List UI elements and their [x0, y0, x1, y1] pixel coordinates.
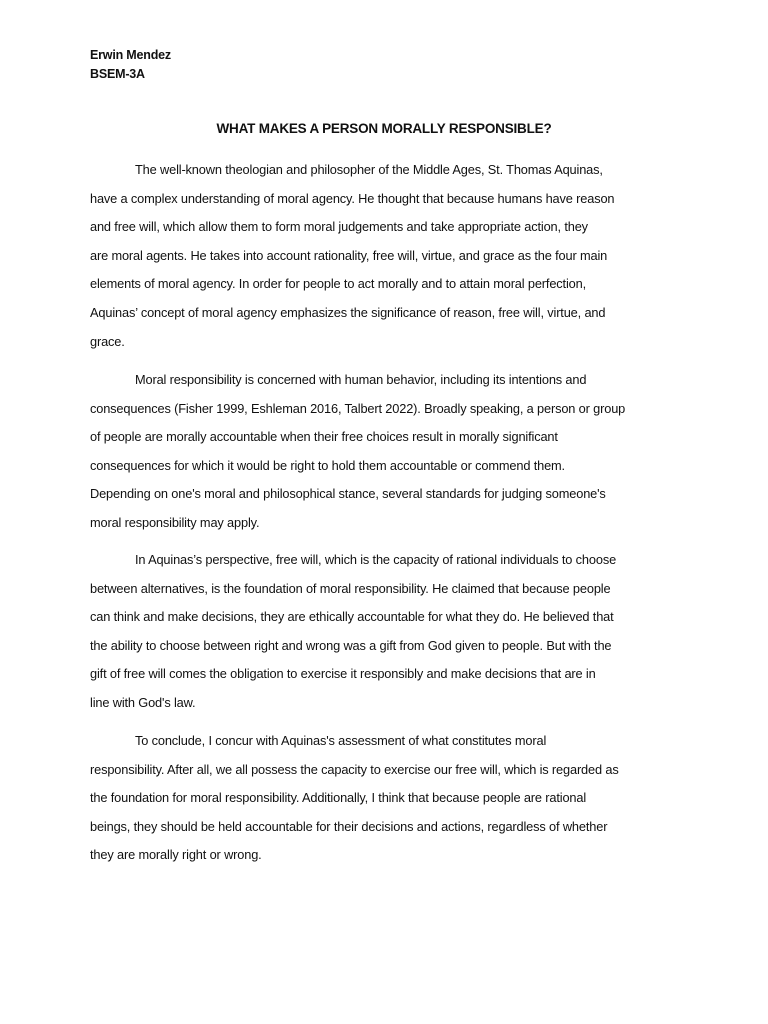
paragraph-line: have a complex understanding of moral agency. He thought that because humans have reason	[90, 190, 615, 206]
paragraph-line: In Aquinas’s perspective, free will, which is the capacity of rational individuals to choose	[135, 552, 617, 567]
essay-title: WHAT MAKES A PERSON MORALLY RESPONSIBLE?	[216, 121, 552, 136]
paragraph-line: Depending on one's moral and philosophical stance, several standards for judging someone's	[90, 486, 606, 502]
paragraph-line: moral responsibility may apply.	[90, 514, 260, 530]
author-section: BSEM-3A	[90, 67, 145, 81]
paragraph-line: gift of free will comes the obligation to exercise it responsibly and make decisions that are in	[90, 666, 596, 682]
paragraph-line: elements of moral agency. In order for people to act morally and to attain moral perfection,	[90, 276, 586, 292]
paragraph-line: and free will, which allow them to form moral judgements and take appropriate action, they	[90, 219, 588, 235]
paragraph-line: the ability to choose between right and wrong was a gift from God given to people. But with the	[90, 637, 612, 653]
paragraph-2	[90, 366, 680, 538]
paragraph-line: of people are morally accountable when their free choices result in morally significant	[90, 429, 558, 445]
paragraph-line: are moral agents. He takes into account rationality, free will, virtue, and grace as the four main	[90, 247, 608, 263]
paragraph-line: the foundation for moral responsibility. Additionally, I think that because people are rational	[90, 790, 587, 806]
paragraph-line: responsibility. After all, we all possess the capacity to exercise our free will, which is regarded as	[90, 761, 619, 777]
paragraph-line: Aquinas’ concept of moral agency emphasizes the significance of reason, free will, virtue, and	[90, 304, 606, 320]
author-header	[90, 46, 171, 84]
paragraph-line: consequences (Fisher 1999, Eshleman 2016, Talbert 2022). Broadly speaking, a person or group	[90, 400, 626, 416]
paragraph-line: beings, they should be held accountable for their decisions and actions, regardless of whether	[90, 818, 608, 834]
paragraph-line: To conclude, I concur with Aquinas's assessment of what constitutes moral	[135, 733, 547, 748]
paragraph-line: between alternatives, is the foundation of moral responsibility. He claimed that because people	[90, 580, 611, 596]
paragraph-line: can think and make decisions, they are ethically accountable for what they do. He believed that	[90, 609, 614, 625]
paragraph-line: consequences for which it would be right to hold them accountable or commend them.	[90, 457, 565, 473]
paragraph-4	[90, 727, 680, 870]
paragraph-line: The well-known theologian and philosopher of the Middle Ages, St. Thomas Aquinas,	[135, 162, 603, 177]
paragraph-line: grace.	[90, 333, 125, 349]
paragraph-line: line with God's law.	[90, 694, 196, 710]
paragraph-1	[90, 156, 680, 356]
paragraph-line: they are morally right or wrong.	[90, 847, 262, 863]
paragraph-3	[90, 546, 680, 718]
paragraph-line: Moral responsibility is concerned with human behavior, including its intentions and	[135, 372, 587, 387]
author-name: Erwin Mendez	[90, 48, 171, 62]
